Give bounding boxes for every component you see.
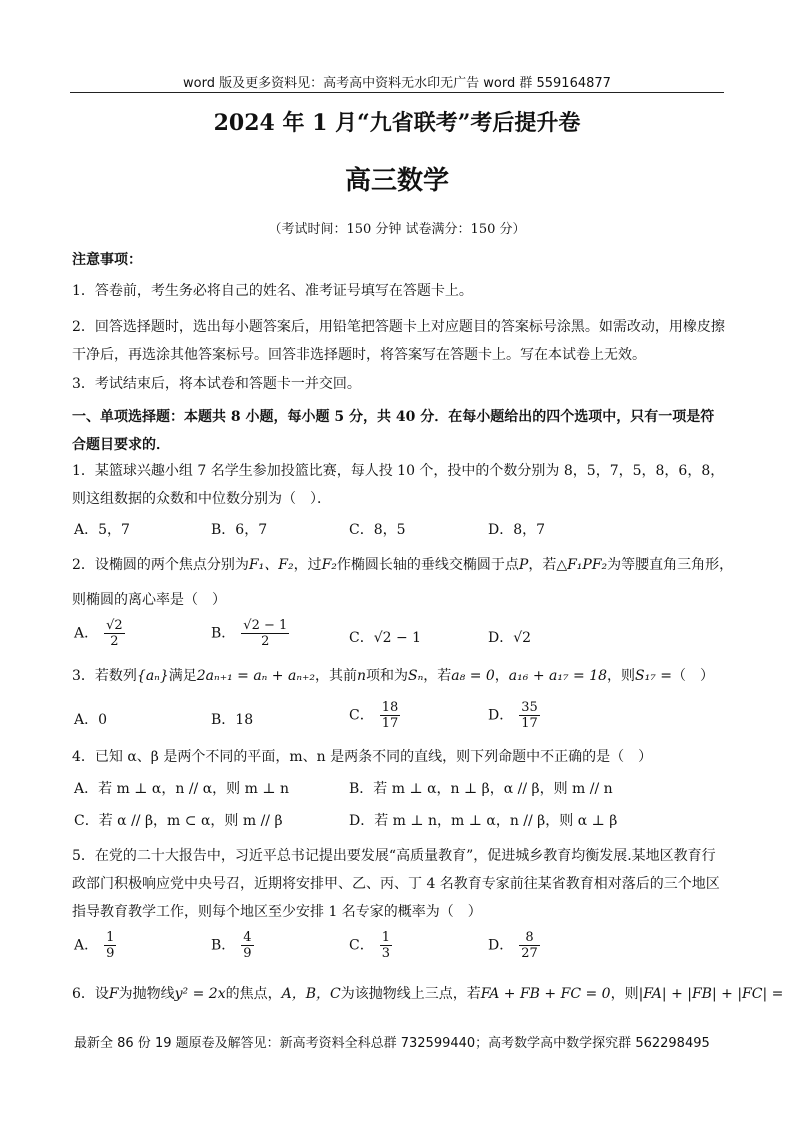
fraction — [104, 930, 116, 961]
notice-item-2: 2．回答选择题时，选出每小题答案后，用铅笔把答题卡上对应题目的答案标号涂黑。如需改动，用橡皮擦干净后，再选涂其他答案标号。回答非选择题时，将答案写在答题卡上。写在本试卷上无效。 — [72, 319, 725, 363]
q4-option-b: B．若 m ⊥ α，n ⊥ β，α // β，则 m // n — [349, 781, 613, 797]
denominator: 2 — [261, 634, 270, 649]
q3-condition: a₁₆ + a₁₇ = 18 — [508, 668, 608, 684]
q2-stem-text: ，过 — [293, 557, 322, 573]
q3-stem-text: 3．若数列 — [72, 668, 137, 684]
q6-vector-sum: FA + FB + FC = 0 — [480, 986, 611, 1002]
numerator: 4 — [243, 930, 252, 945]
fraction — [380, 700, 401, 731]
option-label: B． — [211, 625, 236, 642]
q3-stem-text: ，其前 — [315, 668, 357, 684]
option-label: D． — [488, 707, 514, 724]
q2-stem-text: 为等腰直角三角形， — [607, 557, 734, 573]
option-label: A． — [74, 712, 99, 728]
q3-target: S₁₇ = — [635, 668, 673, 684]
q6-focus: F — [108, 986, 119, 1002]
option-value: 18 — [235, 712, 254, 728]
option-value: √2 — [513, 630, 532, 646]
fraction — [241, 618, 289, 649]
q3-sequence: {aₙ} — [136, 668, 169, 684]
fraction — [241, 930, 253, 961]
q3-stem-text: 项和为 — [366, 668, 409, 684]
q3-stem-text: ，则 — [607, 668, 636, 684]
fraction — [104, 618, 125, 649]
header-divider — [70, 92, 724, 93]
q6-stem-text: 的焦点， — [225, 986, 282, 1002]
option-label: C． — [349, 707, 374, 724]
option-label: B． — [211, 712, 236, 728]
q2-point: P — [518, 557, 529, 573]
q5-option-a — [74, 930, 116, 961]
denominator: 2 — [110, 634, 119, 649]
q2-foci: F₁、F₂ — [248, 557, 294, 573]
notice-item-3: 3．考试结束后，将本试卷和答题卡一并交回。 — [72, 376, 361, 392]
numerator: 8 — [519, 930, 540, 946]
q2-stem-text: 2．设椭圆的两个焦点分别为 — [72, 557, 249, 573]
fraction — [380, 930, 392, 961]
exam-subject: 高三数学 — [344, 166, 449, 196]
option-value: √2 − 1 — [373, 630, 422, 646]
numerator: √2 − 1 — [243, 618, 288, 633]
page-footer-banner: 最新全 86 份 19 题原卷及解答见：新高考资料全科总群 732599440；高考数学高中数学探究群 562298495 — [74, 1036, 710, 1051]
q2-stem-text: 作椭圆长轴的垂线交椭圆于点 — [336, 557, 519, 573]
q3-stem-text: 满足 — [168, 668, 197, 684]
q3-recurrence: 2aₙ₊₁ = aₙ + aₙ₊₂ — [196, 668, 315, 684]
q3-option-b — [211, 709, 253, 729]
q3-condition: a₈ = 0 — [451, 668, 495, 684]
q6-stem — [72, 984, 784, 1004]
q3-sum: Sₙ — [408, 668, 424, 684]
denominator: 27 — [521, 946, 538, 961]
fraction — [519, 700, 540, 731]
q3-stem-text: ，若 — [423, 668, 452, 684]
q2-focus: F₂ — [321, 557, 337, 573]
option-value: 0 — [98, 712, 108, 728]
numerator: 35 — [521, 700, 538, 715]
q6-stem-text: ，则 — [610, 986, 639, 1002]
q6-abs-sum: |FA| + |FB| + |FC| = — [638, 986, 784, 1002]
q2-stem-line2: 则椭圆的离心率是（ ） — [72, 592, 226, 608]
denominator: 17 — [521, 716, 538, 731]
notice-item-1: 1．答卷前，考生务必将自己的姓名、准考证号填写在答题卡上。 — [72, 283, 473, 299]
option-label: D． — [488, 630, 514, 646]
q6-stem-text: 为该抛物线上三点，若 — [340, 986, 481, 1002]
q6-parabola: y² = 2x — [174, 986, 226, 1002]
fraction — [519, 930, 540, 961]
q3-option-d — [488, 700, 540, 731]
q6-points: A，B，C — [281, 986, 341, 1002]
q3-n: n — [357, 668, 367, 684]
option-label: B． — [211, 937, 236, 954]
denominator: 3 — [381, 946, 390, 961]
denominator: 9 — [243, 946, 252, 961]
q5-option-d — [488, 930, 540, 961]
numerator: 18 — [381, 700, 399, 715]
section-heading: 一、单项选择题：本题共 8 小题，每小题 5 分，共 40 分．在每小题给出的四个选项中，只有一项是符合题目要求的． — [72, 409, 715, 453]
numerator: 1 — [381, 930, 390, 945]
numerator: √2 — [106, 618, 123, 633]
q3-option-a — [74, 709, 107, 729]
q4-option-c: C．若 α // β，m ⊂ α，则 m // β — [74, 813, 283, 829]
q1-option-d: D．8，7 — [488, 522, 546, 538]
q1-option-b: B．6，7 — [211, 522, 268, 538]
q1-option-c: C．8，5 — [349, 522, 406, 538]
q3-option-c — [349, 700, 400, 731]
option-label: C． — [349, 630, 374, 646]
denominator: 9 — [106, 946, 115, 961]
exam-info: （考试时间：150 分钟 试卷满分：150 分） — [268, 222, 526, 237]
q1-option-a: A．5，7 — [74, 522, 130, 538]
q5-stem: 5．在党的二十大报告中，习近平总书记提出要发展“高质量教育”，促进城乡教育均衡发展.某地区教育行政部门积极响应党中央号召，近期将安排甲、乙、丙、丁 4 名教育专家前往某省教育相对落后的三个地区指导教育教学工作，则每个地区至少安排 1 名专家的概率为（ ） — [72, 848, 720, 920]
q3-stem: 3．若数列{aₙ}满足2aₙ₊₁ = aₙ + aₙ₊₂，其前n项和为Sₙ，若a₈ = 0，a₁₆ + a₁₇ = 18，则S₁₇ =（ ） — [72, 668, 715, 684]
option-label: D． — [488, 937, 514, 954]
q2-triangle: △F₁PF₂ — [556, 557, 608, 573]
q3-stem-text: （ ） — [672, 668, 715, 684]
q4-stem: 4．已知 α、β 是两个不同的平面，m、n 是两条不同的直线，则下列命题中不正确的是（ ） — [72, 749, 653, 765]
q2-option-c — [349, 627, 421, 647]
q5-option-c — [349, 930, 392, 961]
q2-stem-text: ，若 — [528, 557, 557, 573]
q6-stem-text: 6．设 — [72, 986, 109, 1002]
q2-option-b — [211, 618, 289, 649]
q4-option-a: A．若 m ⊥ α，n // α，则 m ⊥ n — [74, 781, 289, 797]
option-label: A． — [74, 937, 99, 954]
q1-stem: 1．某篮球兴趣小组 7 名学生参加投篮比赛，每人投 10 个，投中的个数分别为 8，5，7，5，8，6，8，则这组数据的众数和中位数分别为（ ）． — [72, 463, 725, 507]
notice-heading: 注意事项： — [72, 252, 142, 268]
q5-option-b — [211, 930, 254, 961]
q2-option-d — [488, 627, 531, 647]
option-label: A． — [74, 625, 99, 642]
q4-option-d: D．若 m ⊥ n，m ⊥ α，n // β，则 α ⊥ β — [349, 813, 618, 829]
q2-option-a — [74, 618, 125, 649]
exam-title: 2024 年 1 月“九省联考”考后提升卷 — [213, 110, 581, 136]
denominator: 17 — [381, 716, 399, 731]
option-label: C． — [349, 937, 374, 954]
page-header-banner: word 版及更多资料见：高考高中资料无水印无广告 word 群 559164877 — [183, 76, 611, 91]
q2-stem — [72, 555, 734, 575]
q6-stem-text: 为抛物线 — [118, 986, 175, 1002]
numerator: 1 — [106, 930, 115, 945]
